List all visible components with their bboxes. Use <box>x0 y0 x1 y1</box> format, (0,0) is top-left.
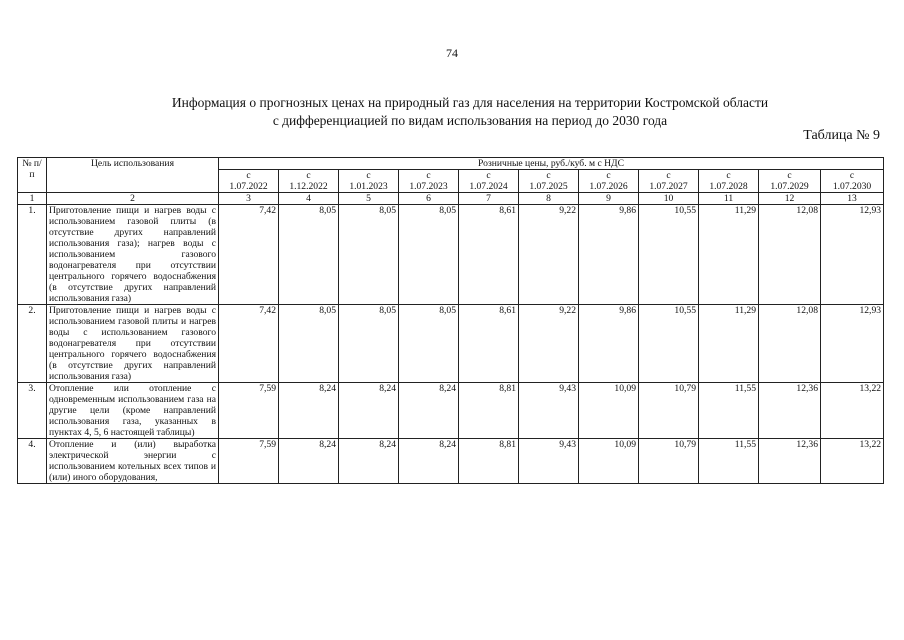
price-cell: 10,79 <box>639 439 699 484</box>
header-date-value: 1.01.2023 <box>349 181 388 192</box>
column-number-7: 7 <box>459 193 519 205</box>
price-cell: 12,93 <box>821 205 884 305</box>
price-cell: 8,24 <box>339 439 399 484</box>
header-date-prefix: с <box>366 170 371 181</box>
header-date-prefix: с <box>426 170 431 181</box>
header-date-3 <box>339 170 399 193</box>
row-purpose: Приготовление пищи и нагрев воды с использованием газовой плиты и нагрев воды с использованием газового водонагревателя при отсутствии центрального горячего водоснабжения (в отсутствие других направлений использования газа) <box>47 305 219 383</box>
price-cell: 11,55 <box>699 439 759 484</box>
header-date-prefix: с <box>246 170 251 181</box>
header-date-prefix: с <box>787 170 792 181</box>
header-date-value: 1.07.2025 <box>529 181 568 192</box>
price-cell: 7,59 <box>219 383 279 439</box>
column-number-12: 12 <box>759 193 821 205</box>
header-date-6 <box>519 170 579 193</box>
price-cell: 13,22 <box>821 439 884 484</box>
header-prices: Розничные цены, руб./куб. м с НДС <box>219 158 884 170</box>
header-date-5 <box>459 170 519 193</box>
price-cell: 8,24 <box>339 383 399 439</box>
header-date-11 <box>821 170 884 193</box>
table-row <box>18 383 884 439</box>
column-number-5: 5 <box>339 193 399 205</box>
price-cell: 7,59 <box>219 439 279 484</box>
column-number-6: 6 <box>399 193 459 205</box>
price-cell: 8,24 <box>399 383 459 439</box>
header-date-value: 1.07.2023 <box>409 181 448 192</box>
header-date-10 <box>759 170 821 193</box>
price-cell: 13,22 <box>821 383 884 439</box>
price-cell: 9,22 <box>519 205 579 305</box>
header-date-value: 1.07.2027 <box>649 181 688 192</box>
title-line-2: с дифференциацией по видам использования на период до 2030 года <box>272 113 668 128</box>
price-cell: 7,42 <box>219 305 279 383</box>
row-number: 1. <box>18 205 47 305</box>
header-date-4 <box>399 170 459 193</box>
price-cell: 8,05 <box>339 305 399 383</box>
price-cell: 8,24 <box>399 439 459 484</box>
page-number: 74 <box>446 46 458 60</box>
column-number-2: 2 <box>47 193 219 205</box>
table-label: Таблица № 9 <box>803 128 880 143</box>
price-cell: 8,05 <box>339 205 399 305</box>
header-date-value: 1.07.2028 <box>709 181 748 192</box>
header-date-prefix: с <box>606 170 611 181</box>
column-number-8: 8 <box>519 193 579 205</box>
column-number-13: 13 <box>821 193 884 205</box>
header-date-prefix: с <box>486 170 491 181</box>
price-cell: 8,81 <box>459 383 519 439</box>
price-cell: 8,05 <box>399 305 459 383</box>
price-cell: 11,55 <box>699 383 759 439</box>
header-date-value: 1.07.2022 <box>229 181 268 192</box>
header-date-value: 1.07.2024 <box>469 181 508 192</box>
price-cell: 8,24 <box>279 439 339 484</box>
header-date-value: 1.07.2026 <box>589 181 628 192</box>
price-cell: 9,43 <box>519 439 579 484</box>
price-cell: 10,09 <box>579 439 639 484</box>
column-number-11: 11 <box>699 193 759 205</box>
price-cell: 8,05 <box>279 205 339 305</box>
row-number: 3. <box>18 383 47 439</box>
header-date-prefix: с <box>306 170 311 181</box>
title-line-1: Информация о прогнозных ценах на природный газ для населения на территории Костромской области <box>171 95 769 110</box>
price-cell: 8,05 <box>399 205 459 305</box>
row-purpose: Приготовление пищи и нагрев воды с использованием газовой плиты (в отсутствие других направлений использования газа); нагрев воды с использованием газового водонагревателя при отсутствии центрального горячего водоснабжения (в отсутствие других направлений использования газа) <box>47 205 219 305</box>
price-cell: 10,79 <box>639 383 699 439</box>
header-date-prefix: с <box>546 170 551 181</box>
price-cell: 11,29 <box>699 305 759 383</box>
row-number: 2. <box>18 305 47 383</box>
price-cell: 10,55 <box>639 305 699 383</box>
table-body <box>18 205 884 484</box>
header-date-prefix: с <box>849 170 855 181</box>
header-date-1 <box>219 170 279 193</box>
column-number-row <box>18 193 884 205</box>
price-cell: 9,22 <box>519 305 579 383</box>
price-cell: 9,86 <box>579 305 639 383</box>
header-date-9 <box>699 170 759 193</box>
price-table <box>17 157 884 484</box>
table-row <box>18 205 884 305</box>
header-date-value: 1.12.2022 <box>289 181 328 192</box>
price-cell: 11,29 <box>699 205 759 305</box>
price-cell: 8,05 <box>279 305 339 383</box>
row-purpose: Отопление или отопление с одновременным использованием газа на другие цели (кроме направлений использования газа, указанных в пунктах 4, 5, 6 настоящей таблицы) <box>47 383 219 439</box>
header-date-7 <box>579 170 639 193</box>
document-title <box>0 94 904 130</box>
header-date-8 <box>639 170 699 193</box>
price-cell: 8,24 <box>279 383 339 439</box>
header-num: № п/п <box>18 158 47 193</box>
row-purpose: Отопление и (или) выработка электрической энергии с использованием котельных всех типов и (или) иного оборудования, <box>47 439 219 484</box>
header-date-value: 1.07.2030 <box>832 181 872 192</box>
column-number-3: 3 <box>219 193 279 205</box>
price-cell: 12,08 <box>759 205 821 305</box>
column-number-4: 4 <box>279 193 339 205</box>
column-number-9: 9 <box>579 193 639 205</box>
table-row <box>18 439 884 484</box>
header-date-prefix: с <box>666 170 671 181</box>
header-row-1 <box>18 158 884 170</box>
price-cell: 12,36 <box>759 383 821 439</box>
price-cell: 8,61 <box>459 305 519 383</box>
column-number-1: 1 <box>18 193 47 205</box>
header-purpose: Цель использования <box>47 158 219 193</box>
row-number: 4. <box>18 439 47 484</box>
price-cell: 9,43 <box>519 383 579 439</box>
header-date-2 <box>279 170 339 193</box>
header-date-prefix: с <box>726 170 731 181</box>
price-cell: 7,42 <box>219 205 279 305</box>
price-cell: 9,86 <box>579 205 639 305</box>
price-cell: 12,08 <box>759 305 821 383</box>
price-cell: 12,36 <box>759 439 821 484</box>
price-cell: 10,09 <box>579 383 639 439</box>
header-date-value: 1.07.2029 <box>770 181 809 192</box>
price-cell: 10,55 <box>639 205 699 305</box>
column-number-10: 10 <box>639 193 699 205</box>
price-cell: 8,81 <box>459 439 519 484</box>
price-cell: 12,93 <box>821 305 884 383</box>
price-cell: 8,61 <box>459 205 519 305</box>
table-row <box>18 305 884 383</box>
